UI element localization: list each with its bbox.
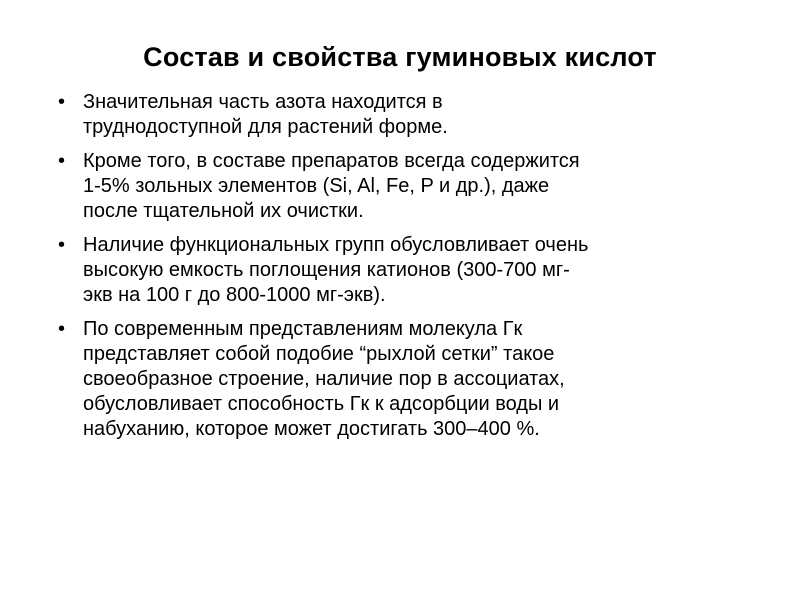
bullet-text-line: своеобразное строение, наличие пор в ассоциатах,: [83, 368, 565, 390]
bullet-point-icon: •: [58, 91, 66, 113]
bullet-item: [58, 317, 758, 442]
bullet-point-icon: •: [58, 150, 66, 172]
bullet-list: [58, 90, 758, 451]
bullet-text-line: набуханию, которое может достигать 300–400 %.: [83, 418, 540, 440]
bullet-point-icon: •: [58, 318, 66, 340]
bullet-text-line: Наличие функциональных групп обусловливает очень: [83, 234, 589, 256]
bullet-item: [58, 149, 758, 224]
bullet-text-line: представляет собой подобие “рыхлой сетки” такое: [83, 343, 555, 365]
bullet-text-line: экв на 100 г до 800-1000 мг-экв).: [83, 284, 386, 306]
bullet-text-line: высокую емкость поглощения катионов (300-700 мг-: [83, 259, 570, 281]
bullet-item: [58, 90, 758, 140]
bullet-item: [58, 233, 758, 308]
bullet-text-line: Кроме того, в составе препаратов всегда содержится: [83, 150, 580, 172]
bullet-point-icon: •: [58, 234, 66, 256]
bullet-text-line: Значительная часть азота находится в: [83, 91, 443, 113]
bullet-text-line: обусловливает способность Гк к адсорбции воды и: [83, 393, 560, 415]
slide-title: Состав и свойства гуминовых кислот: [143, 42, 657, 72]
bullet-text-line: труднодоступной для растений форме.: [83, 116, 448, 138]
bullet-text-line: 1-5% зольных элементов (Si, Al, Fe, P и др.), даже: [83, 175, 550, 197]
bullet-text-line: после тщательной их очистки.: [83, 200, 364, 222]
bullet-text-line: По современным представлениям молекула Гк: [83, 318, 523, 340]
